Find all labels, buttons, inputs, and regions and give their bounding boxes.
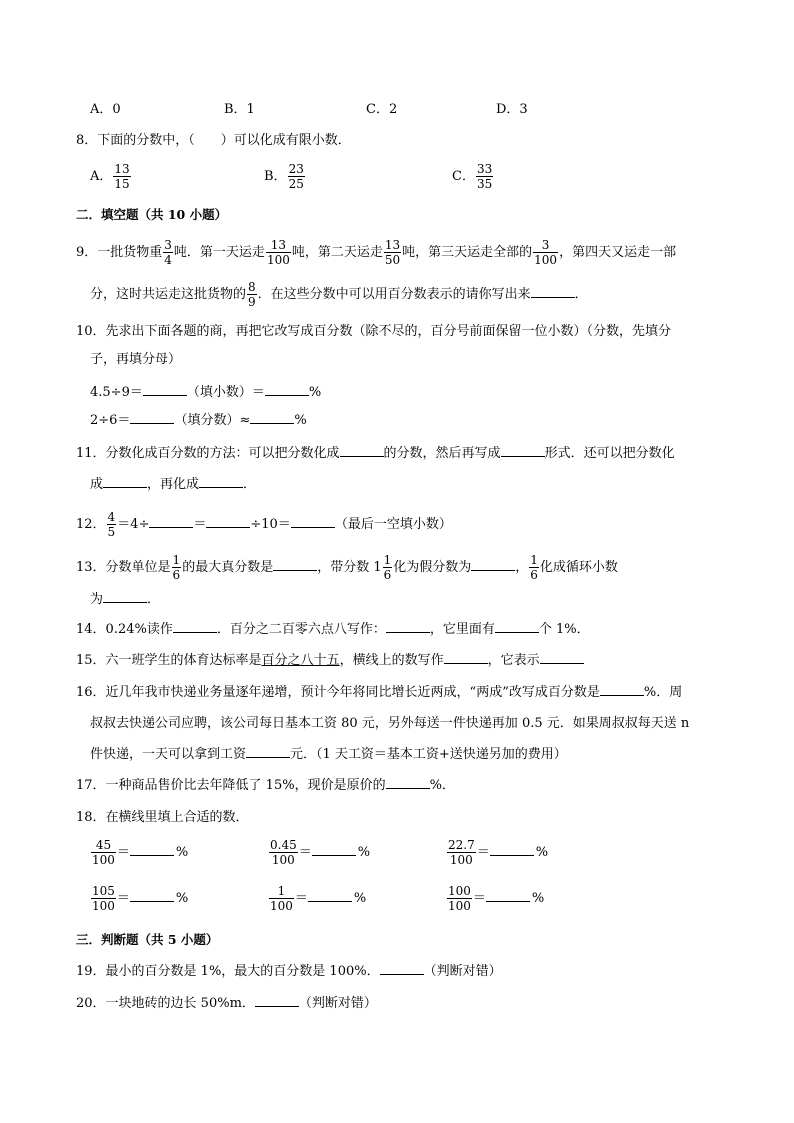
- answer-blank[interactable]: [199, 475, 243, 488]
- fraction: $\frac{33}{35}$: [476, 162, 493, 191]
- answer-blank[interactable]: [246, 745, 290, 758]
- answer-blank[interactable]: [531, 285, 575, 298]
- answer-blank[interactable]: [308, 889, 352, 902]
- q18-item: $\frac{105}{100}$ ＝ %: [92, 884, 189, 913]
- answer-blank[interactable]: [206, 515, 250, 528]
- option-a: A．0: [90, 102, 121, 117]
- answer-blank[interactable]: [291, 515, 335, 528]
- q18-item: $\frac{45}{100}$ ＝ %: [92, 838, 189, 867]
- q10-line2: 子，再填分母）: [90, 352, 182, 367]
- q10-line1: 10．先求出下面各题的商，再把它改写成百分数（除不尽的，百分号前面保留一位小数）（分数，先填分: [76, 324, 672, 339]
- q19-line: 19．最小的百分数是 1%，最大的百分数是 100%． （判断对错）: [76, 964, 502, 979]
- q18-item: $\frac{0.45}{100}$ ＝ %: [270, 838, 371, 867]
- answer-blank[interactable]: [173, 620, 217, 633]
- section-heading-fill-blank: 二．填空题（共 10 小题）: [76, 207, 228, 222]
- answer-blank[interactable]: [130, 411, 174, 424]
- q20-line: 20．一块地砖的边长 50%m． （判断对错）: [76, 996, 377, 1011]
- fraction: $\frac{22.7}{100}$: [448, 838, 475, 867]
- q18-item: $\frac{22.7}{100}$ ＝ %: [448, 838, 549, 867]
- answer-blank[interactable]: [273, 558, 317, 571]
- q16-line1: 16．近几年我市快递业务量逐年递增，预计今年将同比增长近两成，“两成”改写成百分数是 %．周: [76, 685, 683, 700]
- q9-line2: 分，这时共运走这批货物的 $\frac{8}{9}$ ．在这些分数中可以用百分数表示的请你写出来 ．: [90, 280, 588, 309]
- answer-blank[interactable]: [501, 444, 545, 457]
- q8-stem: 8．下面的分数中，（ ）可以化成有限小数．: [76, 133, 351, 148]
- answer-blank[interactable]: [340, 444, 384, 457]
- answer-blank[interactable]: [130, 843, 174, 856]
- q16-line2: 叔叔去快递公司应聘，该公司每日基本工资 80 元，另外每送一件快递再加 0.5 元．如果周叔叔每天送 n: [90, 716, 690, 731]
- answer-blank[interactable]: [486, 889, 530, 902]
- fraction: $\frac{1}{6}$: [383, 553, 392, 582]
- fraction: $\frac{1}{6}$: [172, 553, 181, 582]
- fraction: $\frac{23}{25}$: [288, 162, 304, 191]
- answer-blank[interactable]: [149, 515, 193, 528]
- answer-blank[interactable]: [540, 651, 584, 664]
- answer-blank[interactable]: [380, 962, 424, 975]
- answer-blank[interactable]: [600, 683, 644, 696]
- answer-blank[interactable]: [495, 620, 539, 633]
- q18-item: $\frac{1}{100}$ ＝ %: [270, 884, 367, 913]
- option-d: D．3: [496, 102, 528, 117]
- fraction: $\frac{0.45}{100}$: [270, 838, 297, 867]
- answer-blank[interactable]: [471, 558, 515, 571]
- option-b: B． $\frac{23}{25}$: [264, 162, 304, 191]
- section-heading-true-false: 三．判断题（共 5 小题）: [76, 932, 219, 947]
- q9-line1: 9．一批货物重 $\frac{3}{4}$ 吨．第一天运走 $\frac{13}{100}$ 吨，第二天运走 $\frac{13}{50}$ 吨，第三天运走全部的 $\frac{3}{100}$ ，第四天又运走一部: [76, 238, 677, 267]
- answer-blank[interactable]: [444, 651, 488, 664]
- q16-line3: 件快递，一天可以拿到工资 元．（1 天工资＝基本工资+送快递另加的费用）: [90, 747, 567, 762]
- q10-row2: 2÷6＝ （填分数）≈ %: [90, 413, 307, 428]
- answer-blank[interactable]: [143, 383, 187, 396]
- q14-line: 14．0.24%读作 ．百分之二百零六点八写作： ，它里面有 个 1%．: [76, 622, 590, 637]
- q18-stem: 18．在横线里填上合适的数．: [76, 810, 249, 825]
- q11-line2: 成 ，再化成 ．: [90, 477, 257, 492]
- option-c: C． $\frac{33}{35}$: [452, 162, 493, 191]
- q11-line1: 11．分数化成百分数的方法：可以把分数化成 的分数，然后再写成 形式．还可以把分数化: [76, 446, 675, 461]
- answer-blank[interactable]: [255, 994, 299, 1007]
- fraction: $\frac{100}{100}$: [448, 884, 471, 913]
- q13-line1: 13．分数单位是 $\frac{1}{6}$ 的最大真分数是 ，带分数 1 $\frac{1}{6}$ 化为假分数为 ， $\frac{1}{6}$ 化成循环小数: [76, 553, 618, 582]
- q18-item: $\frac{100}{100}$ ＝ %: [448, 884, 545, 913]
- fraction: $\frac{13}{50}$: [384, 238, 401, 267]
- q13-line2: 为 ．: [90, 592, 161, 607]
- option-a: A． $\frac{13}{15}$: [90, 162, 130, 191]
- fraction: $\frac{4}{5}$: [107, 510, 116, 539]
- fraction: $\frac{3}{100}$: [534, 238, 558, 267]
- answer-blank[interactable]: [103, 590, 147, 603]
- q15-line: 15．六一班学生的体育达标率是百分之八十五，横线上的数写作 ，它表示: [76, 651, 584, 671]
- option-b: B．1: [224, 102, 255, 117]
- q12-line: 12． $\frac{4}{5}$ ＝4÷ ＝ ÷10＝ （最后一空填小数）: [76, 510, 452, 539]
- answer-blank[interactable]: [265, 383, 309, 396]
- option-c: C．2: [366, 102, 398, 117]
- answer-blank[interactable]: [490, 843, 534, 856]
- answer-blank[interactable]: [386, 620, 430, 633]
- fraction: $\frac{8}{9}$: [248, 280, 256, 309]
- fraction: $\frac{1}{6}$: [530, 553, 538, 582]
- answer-blank[interactable]: [130, 889, 174, 902]
- fraction: $\frac{13}{15}$: [114, 162, 130, 191]
- fraction: $\frac{105}{100}$: [92, 884, 115, 913]
- q10-row1: 4.5÷9＝ （填小数）＝ %: [90, 385, 322, 400]
- fraction: $\frac{45}{100}$: [92, 838, 115, 867]
- fraction: $\frac{13}{100}$: [266, 238, 290, 267]
- answer-blank[interactable]: [312, 843, 356, 856]
- fraction: $\frac{3}{4}$: [164, 238, 172, 267]
- answer-blank[interactable]: [103, 475, 147, 488]
- answer-blank[interactable]: [386, 776, 430, 789]
- answer-blank[interactable]: [250, 411, 294, 424]
- q17-line: 17．一种商品售价比去年降低了 15%，现价是原价的 %．: [76, 778, 455, 793]
- fraction: $\frac{1}{100}$: [270, 884, 293, 913]
